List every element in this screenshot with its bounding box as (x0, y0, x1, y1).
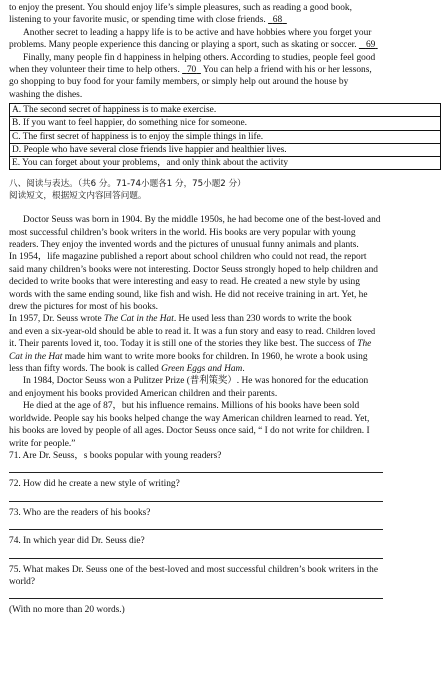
text-line: He died at the age of 87，but his influence remains. Millions of his books have been sold (23, 401, 360, 412)
text-line: In 1954，life magazine published a report about school children who could not read, the report (9, 252, 367, 263)
text-line: Doctor Seuss was born in 1904. By the middle 1950s, he had become one of the best-loved and (23, 215, 381, 226)
text-line: his books are loved by people of all ages. Doctor Seuss once said, “ I do not write for children. I (9, 426, 370, 437)
text-line: go shopping to buy food for your family members, or simply help out around the house by (9, 77, 349, 88)
answer-line-75[interactable] (9, 588, 383, 599)
blank-69[interactable]: 69 (365, 40, 376, 51)
text-line: worldwide. People say his books helped change the way American children learned to read. Yet, (9, 413, 370, 424)
text-line: washing the dishes. (9, 89, 83, 100)
option-a[interactable]: A. The second secret of happiness is to make exercise. (12, 105, 217, 116)
book-title: The Cat in the Hat (104, 314, 174, 325)
text-line: when they volunteer their time to help others. 70 You can help a friend with his or her lessons, (9, 65, 372, 76)
question-75-cont: world? (9, 576, 36, 587)
question-75: 75. What makes Dr. Seuss one of the best-loved and most successful children’s book writers in the (9, 564, 379, 575)
option-e[interactable]: E. You can forget about your problems，and only think about the activity (10, 156, 440, 169)
text-line: In 1984, Doctor Seuss won a Pulitzer Prize (普利策奖）. He was honored for the education (23, 376, 369, 387)
answer-line-74[interactable] (9, 548, 383, 559)
question-71: 71. Are Dr. Seuss，s books popular with young readers? (9, 450, 222, 461)
text-line: In 1957, Dr. Seuss wrote The Cat in the Hat. He used less than 230 words to write the book (9, 314, 352, 325)
text-line: and enjoyment his books provided American children and their parents. (9, 388, 278, 399)
option-d[interactable]: D. People who have several close friends live happier and healthier lives. (10, 143, 440, 156)
answer-line-72[interactable] (9, 491, 383, 502)
question-73: 73. Who are the readers of his books? (9, 507, 151, 518)
exam-page (9, 2, 441, 617)
book-title: Cat in the Hat (9, 351, 63, 362)
text-line: said many children’s books were not interesting. Doctor Seuss strongly hoped to help children and (9, 264, 378, 275)
text-line: write for people.” (9, 438, 76, 449)
text-line: and even a six-year-old should be able to read it. It was a fun story and easy to read. Children loved (9, 326, 376, 337)
text-line: Cat in the Hat made him want to write more books for children. In 1960, he wrote a book using (9, 351, 368, 362)
text-line: it. Their parents loved it, too. Today it is still one of the stories they like best. The success of The (9, 339, 372, 350)
text-line: to enjoy the present. You should enjoy life’s simple pleasures, such as reading a good book, (9, 3, 352, 13)
text-line: Finally, many people fin d happiness in helping others. According to studies, people feel good (23, 52, 376, 63)
option-c[interactable]: C. The first secret of happiness is to enjoy the simple things in life. (10, 130, 440, 143)
question-72: 72. How did he create a new style of writing? (9, 479, 180, 490)
section-instruction: 阅读短文，根据短文内容回答问题。 (9, 191, 147, 202)
text-line: listening to your favorite music, or spending time with close friends. 68 (9, 14, 441, 26)
answer-line-73[interactable] (9, 519, 383, 530)
word-limit-note: (With no more than 20 words.) (9, 605, 125, 616)
text-line: readers. They enjoy the invented words and the pictures of unusual funny animals and plants. (9, 240, 359, 250)
blank-70[interactable]: 70 (186, 65, 197, 76)
text-line: decided to write books that were interesting and easy to read. He created a new style by using (9, 277, 360, 288)
reading-passage (9, 214, 441, 450)
text-line: words with the same ending sound, like fish and wish. He did not receive training in art. Yet, he (9, 289, 368, 300)
section-header (9, 178, 441, 202)
option-b[interactable]: B. If you want to feel happier, do something nice for someone. (10, 116, 440, 129)
section-heading: 八、阅读与表达。（共6 分。71-74小题各1 分，75小题2 分） (9, 179, 246, 190)
cloze-passage (9, 2, 441, 101)
blank-68[interactable]: 68 (272, 15, 283, 26)
text-line: problems. Many people experience this dancing or playing a sport, such as skating or soccer. 69 (9, 39, 441, 51)
answer-line-71[interactable] (9, 462, 383, 473)
questions (9, 450, 441, 617)
text-line: most successful children’s book writers in the world. His books are very popular with young (9, 227, 356, 238)
question-74: 74. In which year did Dr. Seuss die? (9, 536, 145, 547)
text-line: Another secret to leading a happy life is to be active and have hobbies where you forget your (23, 27, 372, 38)
options-box (9, 103, 441, 170)
text-line: drew the pictures for most of his books. (9, 302, 158, 313)
text-line: less than fifty words. The book is called Green Eggs and Ham. (9, 364, 245, 375)
book-title: Green Eggs and Ham (161, 364, 243, 375)
